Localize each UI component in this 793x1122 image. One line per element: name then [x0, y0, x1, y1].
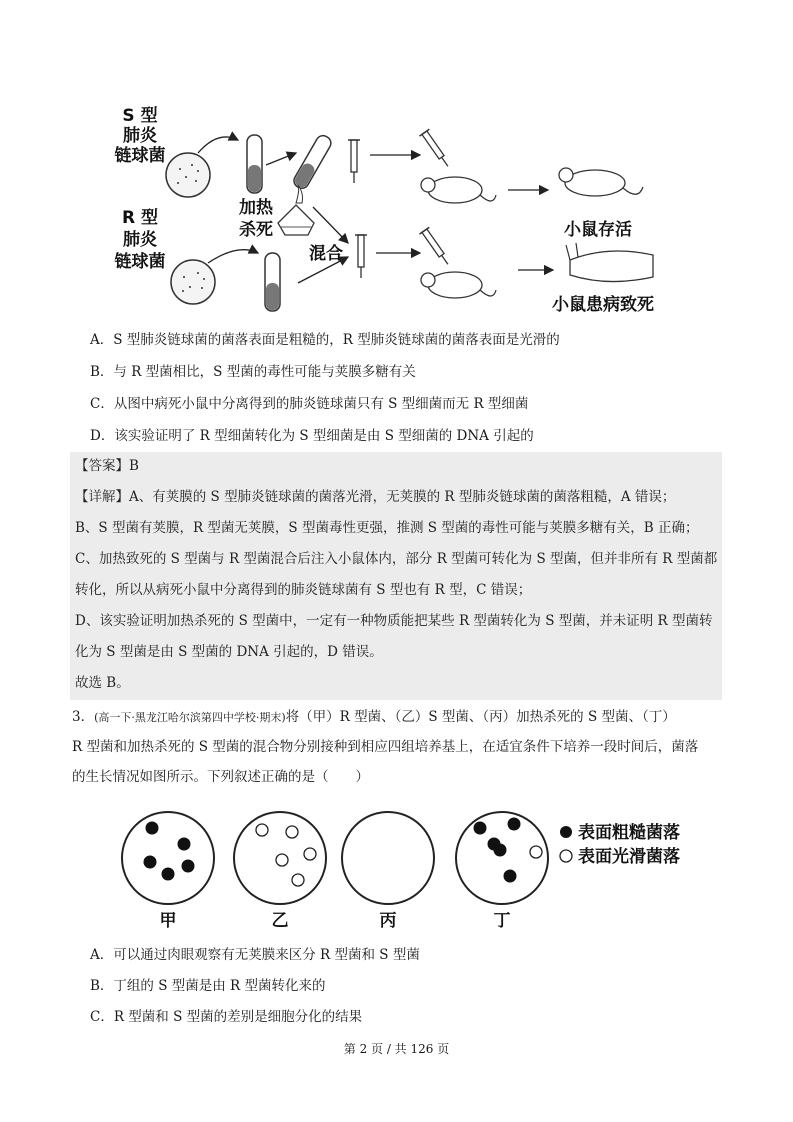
mix-label: 混合	[309, 244, 343, 264]
syringe-injecting-top-icon	[419, 129, 452, 169]
q3-stem-line-2: R 型菌和加热杀死的 S 型菌的混合物分别接种到相应四组培养基上，在适宜条件下培养一段时间后，菌落	[72, 739, 699, 755]
q2-option-c: C．从图中病死小鼠中分离得到的肺炎链球菌只有 S 型细菌而无 R 型细菌	[90, 396, 529, 412]
q3-option-a: A．可以通过肉眼观察有无荚膜来区分 R 型菌和 S 型菌	[90, 947, 420, 963]
surviving-mouse-icon	[559, 168, 643, 196]
legend-rough-label: 表面粗糙菌落	[578, 823, 680, 843]
mouse-injected-top-icon	[421, 177, 496, 203]
r-label-line-2: 肺炎	[123, 230, 157, 250]
r-tube-liquid	[266, 283, 279, 310]
explanation-line-3: C、加热致死的 S 型菌与 R 型菌混合后注入小鼠体内，部分 R 型菌可转化为 S 型菌，但并非所有 R 型菌都	[75, 551, 718, 567]
q3-option-b: B．丁组的 S 型菌是由 R 型菌转化来的	[90, 978, 326, 994]
legend-smooth-label: 表面光滑菌落	[578, 847, 680, 867]
dish-label-ding: 丁	[493, 911, 511, 931]
syringe-top-icon	[348, 140, 360, 183]
syringe-injecting-bottom-icon	[419, 227, 452, 267]
heat-label-line-2: 杀死	[239, 220, 273, 240]
dish-label-bing: 丙	[379, 911, 397, 931]
s-label-line-1: S 型	[122, 106, 158, 126]
griffith-experiment-figure	[108, 95, 688, 320]
survive-label: 小鼠存活	[564, 220, 632, 240]
griffith-diagram-svg	[108, 95, 688, 320]
q2-option-b: B．与 R 型菌相比，S 型菌的毒性可能与荚膜多糖有关	[90, 364, 416, 380]
dish-label-yi: 乙	[271, 911, 289, 931]
explanation-line-5: D、该实验证明加热杀死的 S 型菌中，一定有一种物质能把某些 R 型菌转化为 S 型菌，并未证明 R 型菌转	[75, 613, 713, 629]
page-footer: 第 2 页 / 共 126 页	[343, 1042, 450, 1056]
arrow-tube-to-heat	[266, 153, 296, 165]
explanation-line-2: B、S 型菌有荚膜，R 型菌无荚膜，S 型菌毒性更强，推测 S 型菌的毒性可能与荚膜多糖有关，B 正确；	[75, 520, 699, 536]
q3-stem-line-1	[72, 707, 676, 728]
q2-option-d: D．该实验证明了 R 型细菌转化为 S 型细菌是由 S 型细菌的 DNA 引起的	[90, 428, 534, 444]
explanation-line-4: 转化，所以从病死小鼠中分离得到的肺炎链球菌有 S 型也有 R 型，C 错误；	[75, 582, 532, 598]
s-culture-dish	[166, 153, 210, 197]
heat-label-line-1: 加热	[239, 198, 273, 218]
q3-stem-text-1: 将（甲）R 型菌、（乙）S 型菌、（丙）加热杀死的 S 型菌、（丁）	[285, 709, 676, 725]
s-label-line-2: 肺炎	[123, 126, 157, 146]
s-label-line-3: 链球菌	[114, 146, 166, 166]
q3-stem-line-3: 的生长情况如图所示。下列叙述正确的是（ ）	[72, 769, 369, 785]
arrow-r-to-tube	[208, 250, 258, 263]
culture-dishes-figure	[120, 800, 720, 935]
q3-option-c: C．R 型菌和 S 型菌的差别是细胞分化的结果	[90, 1009, 363, 1025]
q3-source: (高一下·黑龙江哈尔滨第四中学校·期末)	[94, 711, 286, 724]
dish-ding-smooth-colony	[530, 846, 542, 858]
syringe-bottom-icon	[355, 235, 367, 278]
dish-label-jia: 甲	[159, 911, 177, 931]
die-label: 小鼠患病致死	[552, 295, 654, 315]
q3-number: 3．	[72, 709, 95, 725]
r-culture-dish	[171, 260, 215, 304]
legend-smooth-marker	[560, 850, 572, 862]
explanation-line-6: 化为 S 型菌是由 S 型菌的 DNA 引起的，D 错误。	[75, 644, 383, 660]
arrow-s-to-tube	[198, 137, 238, 153]
alcohol-burner-icon	[278, 185, 314, 235]
s-tube-liquid	[248, 165, 261, 192]
r-label-line-1: R 型	[121, 208, 159, 228]
dead-mouse-icon	[566, 243, 653, 282]
explanation-line-1: 【详解】A、有荚膜的 S 型肺炎链球菌的菌落光滑，无荚膜的 R 型肺炎链球菌的菌落粗糙，A 错误；	[75, 489, 676, 505]
heated-test-tube	[291, 133, 333, 191]
dish-jia	[122, 812, 214, 904]
mouse-injected-bottom-icon	[421, 272, 496, 298]
legend-rough-marker	[560, 826, 572, 838]
dishes-svg	[120, 800, 720, 935]
r-label-line-3: 链球菌	[114, 252, 166, 272]
q2-option-a: A．S 型肺炎链球菌的菌落表面是粗糙的，R 型肺炎链球菌的菌落表面是光滑的	[90, 332, 560, 348]
answer-line: 【答案】B	[75, 458, 139, 474]
conclusion-line: 故选 B。	[75, 675, 130, 691]
arrow-heat-to-mix	[313, 207, 348, 243]
dish-bing	[342, 812, 434, 904]
